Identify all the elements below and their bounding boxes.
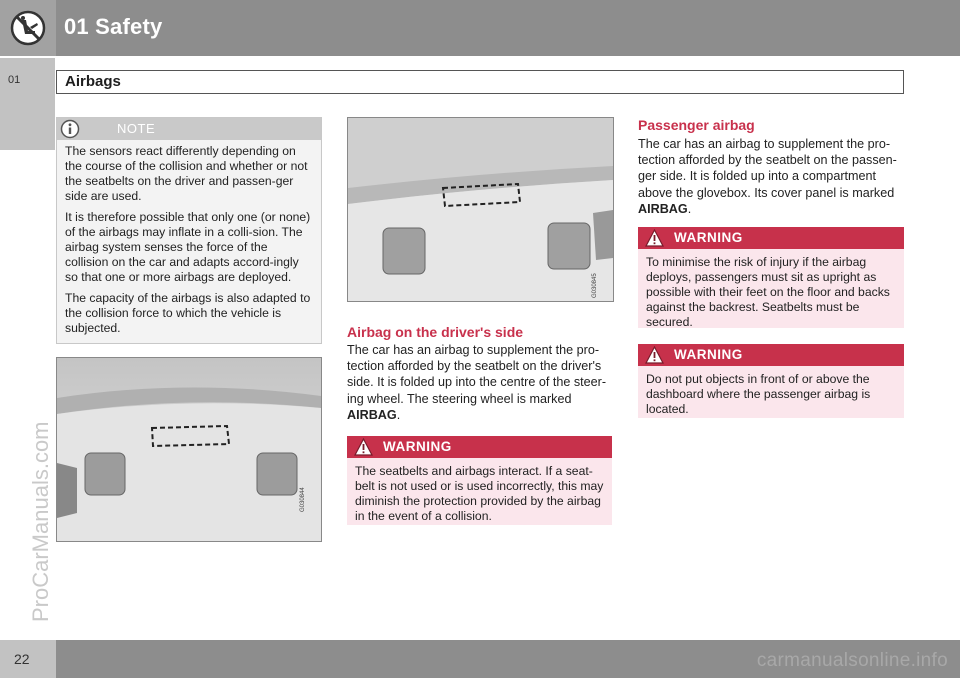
no-child-seat-airbag-icon	[9, 9, 47, 47]
note-paragraph: The capacity of the airbags is also adapted to the collision force to which the vehicle is subjected.	[65, 291, 311, 335]
info-icon	[60, 119, 80, 139]
left-image-code: G030844	[300, 487, 306, 512]
note-paragraph: It is therefore possible that only one (or none) of the airbags may inflate in a colli-sion. The airbag system senses the force of the collision on the car and adapts accord-ingly so that one or more airbags are deployed.	[65, 210, 311, 284]
note-header	[57, 118, 321, 140]
sentence-end: .	[396, 407, 401, 422]
driver-airbag-body	[347, 342, 615, 423]
passenger-airbag-body	[638, 136, 906, 217]
warning-triangle-icon	[354, 438, 373, 456]
warning-header	[347, 436, 612, 458]
warning-box-passenger-objects	[638, 344, 904, 418]
note-body	[57, 140, 321, 336]
driver-airbag-text: The car has an airbag to supplement the pro-tection afforded by the seatbelt on the driver's side. It is folded up into the centre of the steer-ing wheel. The steering wheel is marked	[347, 343, 607, 406]
warning-title: WARNING	[674, 347, 743, 362]
warning-title: WARNING	[383, 439, 452, 454]
warning-body: To minimise the risk of injury if the airbag deploys, passengers must sit as upright as possible with their feet on the floor and backs against the backrest. Seatbelts must be secured.	[646, 255, 890, 329]
note-paragraph: The sensors react differently depending on the course of the collision and whether or not the seatbelts on the driver and passen-ger side are used.	[65, 144, 308, 203]
airbag-marking: AIRBAG	[347, 407, 397, 422]
page-number: 22	[14, 651, 30, 667]
chapter-tab-number: 01	[8, 74, 21, 86]
dashboard-drawing	[57, 358, 321, 541]
sentence-end: .	[687, 201, 692, 216]
warning-triangle-icon	[645, 229, 664, 247]
section-title: Airbags	[65, 73, 121, 90]
note-title: NOTE	[117, 121, 156, 136]
warning-box-passenger-posture	[638, 227, 904, 328]
passenger-airbag-text: The car has an airbag to supplement the pro-tection afforded by the seatbelt on the passen-ger side. It is folded up into a compartment above the glovebox. Its cover panel is marked	[638, 137, 897, 200]
footer-watermark: carmanualsonline.info	[756, 650, 948, 671]
warning-box-driver	[347, 436, 612, 525]
chapter-title: 01 Safety	[64, 14, 163, 39]
passenger-airbag-heading: Passenger airbag	[638, 117, 755, 133]
section-bar	[56, 70, 904, 94]
dashboard-drawing	[348, 118, 613, 301]
warning-triangle-icon	[645, 346, 664, 364]
driver-airbag-illustration	[347, 117, 614, 302]
airbag-marking: AIRBAG	[638, 201, 688, 216]
warning-title: WARNING	[674, 230, 743, 245]
warning-header	[638, 227, 904, 249]
chapter-side-tab	[0, 58, 55, 150]
warning-header	[638, 344, 904, 366]
driver-airbag-heading: Airbag on the driver's side	[347, 324, 524, 340]
side-watermark: ProCarManuals.com	[28, 421, 53, 622]
passenger-airbag-illustration	[56, 357, 322, 542]
note-box	[56, 117, 322, 344]
chapter-icon-box	[0, 0, 56, 56]
warning-body: The seatbelts and airbags interact. If a seat-belt is not used or is used incorrectly, this may diminish the protection provided by the airbag in the event of a collision.	[355, 464, 604, 523]
warning-body: Do not put objects in front of or above the dashboard where the passenger airbag is located.	[646, 372, 871, 416]
middle-image-code: G030845	[592, 273, 598, 298]
